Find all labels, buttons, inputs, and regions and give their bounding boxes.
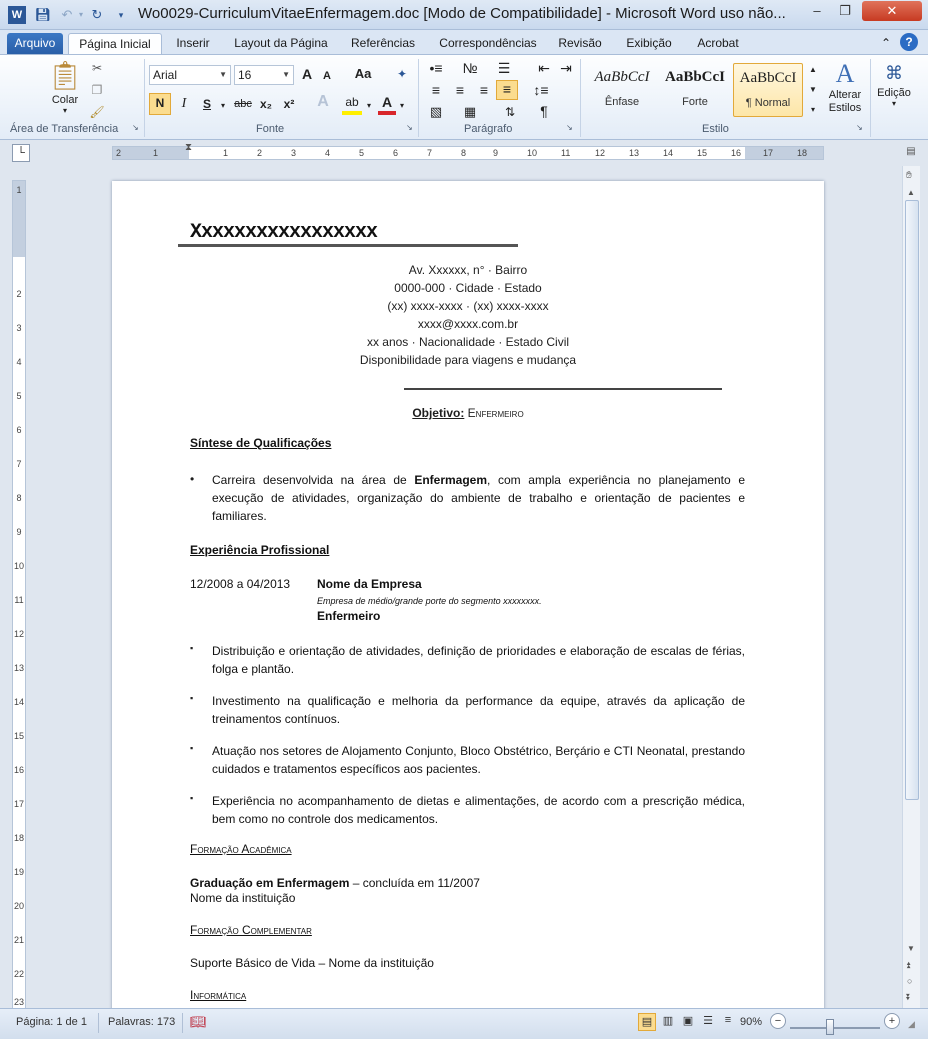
candidate-name: Xxxxxxxxxxxxxxxxx — [190, 221, 378, 244]
group-separator — [144, 59, 145, 137]
style-group-label: Estilo — [702, 123, 729, 135]
text-effects-icon[interactable]: A — [317, 93, 329, 110]
group-separator — [580, 59, 581, 137]
dialog-launcher-icon[interactable]: ↘ — [856, 123, 863, 132]
ruler-number: 14 — [663, 148, 674, 158]
zoom-slider-track[interactable] — [790, 1027, 880, 1029]
ruler-number: 3 — [16, 323, 22, 333]
copy-icon[interactable]: ❐ — [91, 83, 103, 97]
format-painter-icon[interactable]: 🖌︎ — [89, 105, 105, 119]
font-size-combo[interactable] — [234, 65, 294, 85]
document-page[interactable] — [112, 181, 824, 1008]
multilevel-list-icon[interactable]: ☰ — [497, 60, 511, 76]
ruler-number: 1 — [223, 148, 229, 158]
address-line: 0000-000 · Cidade · Estado — [394, 281, 542, 295]
synthesis-bold: Enfermagem — [414, 473, 488, 487]
style-name: Ênfase — [604, 96, 640, 108]
full-screen-reading-icon[interactable]: ▥ — [662, 1015, 674, 1027]
decrease-indent-icon[interactable]: ⇤ — [538, 60, 550, 76]
customize-icon[interactable]: ▾ — [118, 10, 124, 20]
justify-button[interactable]: ≡ — [496, 80, 518, 100]
ruler-number: 2 — [257, 148, 263, 158]
ruler-number: 14 — [13, 697, 24, 707]
style-sample: AaBbCcI — [594, 69, 650, 85]
dialog-launcher-icon[interactable]: ↘ — [406, 123, 413, 132]
ruler-number: 7 — [427, 148, 433, 158]
tab-acrobat[interactable]: Acrobat — [697, 36, 739, 50]
tab-arquivo[interactable]: Arquivo — [7, 33, 63, 54]
ruler-number: 17 — [13, 799, 24, 809]
bold-button[interactable]: N — [149, 93, 171, 115]
editing-button[interactable] — [874, 59, 914, 119]
address-line: xx anos · Nacionalidade · Estado Civil — [366, 335, 570, 349]
vertical-scrollbar[interactable] — [902, 166, 920, 1008]
address-line: xxxx@xxxx.com.br — [417, 317, 519, 331]
ruler-number: 6 — [16, 425, 22, 435]
bullet-icon: ▪ — [190, 793, 194, 803]
sort-icon[interactable]: ⇅ — [504, 105, 516, 119]
ruler-number: 16 — [731, 148, 742, 158]
ruler-number: 10 — [13, 561, 24, 571]
experience-heading: Experiência Profissional — [190, 543, 330, 557]
redo-icon[interactable]: ↻ — [91, 7, 103, 22]
change-case-icon[interactable]: Aa — [354, 66, 372, 81]
numbering-icon[interactable]: № — [462, 60, 478, 76]
ruler-number: 6 — [393, 148, 399, 158]
ruler-number: 4 — [325, 148, 331, 158]
minimize-ribbon-icon[interactable]: ⌃ — [880, 36, 892, 50]
tab-revisao[interactable]: Revisão — [558, 36, 602, 50]
academic-heading: Formação Acadêmica — [190, 842, 292, 856]
status-separator — [182, 1013, 183, 1033]
ruler-number: 22 — [13, 969, 24, 979]
strikethrough-button[interactable]: abc — [234, 98, 252, 110]
name-underline — [178, 244, 518, 247]
horizontal-ruler[interactable] — [112, 142, 824, 160]
borders-icon[interactable]: ▦ — [463, 104, 477, 119]
ruler-number: 7 — [16, 459, 22, 469]
help-icon[interactable]: ? — [900, 33, 918, 51]
paste-button[interactable] — [46, 59, 84, 117]
ruler-row — [0, 140, 928, 166]
pan-hand-icon[interactable]: ✋︎ — [906, 170, 912, 181]
company-description: Empresa de médio/grande porte do segmento xxxxxxxx. — [317, 596, 542, 606]
ruler-number: 8 — [16, 493, 22, 503]
subscript-button[interactable]: x₂ — [259, 97, 272, 111]
experience-bullet: Distribuição e orientação de atividades, definição de prioridades e elaboração de escalas de férias, folga e plantão. — [212, 644, 745, 676]
ruler-margin-left — [113, 147, 189, 159]
group-separator — [870, 59, 871, 137]
group-separator — [418, 59, 419, 137]
ruler-number: 1 — [153, 148, 159, 158]
font-family-combo[interactable] — [149, 65, 231, 85]
ruler-number: 10 — [527, 148, 538, 158]
bullets-icon[interactable]: •≡ — [429, 60, 443, 76]
shading-icon[interactable]: ▧ — [429, 104, 443, 119]
style-name: Forte — [682, 96, 708, 108]
tab-layout-da-pagina[interactable]: Layout da Página — [234, 36, 328, 50]
ruler-number: 13 — [13, 663, 24, 673]
ruler-number: 5 — [359, 148, 365, 158]
ruler-number: 15 — [697, 148, 708, 158]
scroll-up-icon[interactable]: ▲ — [907, 188, 915, 197]
ruler-number: 9 — [16, 527, 22, 537]
dialog-launcher-icon[interactable]: ↘ — [566, 123, 573, 132]
outline-icon[interactable]: ☰ — [703, 1015, 713, 1027]
style-sample: AaBbCcI — [739, 70, 797, 86]
line-spacing-icon[interactable]: ↕≡ — [533, 82, 549, 98]
style-normal[interactable] — [733, 63, 803, 117]
chevron-down-icon: ▼ — [282, 70, 290, 79]
zoom-slider-thumb[interactable] — [826, 1019, 834, 1035]
close-button[interactable]: ✕ — [862, 1, 922, 21]
web-layout-icon[interactable]: ▣ — [682, 1015, 694, 1027]
divider-line — [404, 388, 722, 390]
ribbon — [0, 54, 928, 140]
ruler-number: 11 — [14, 595, 24, 605]
address-line: (xx) xxxx-xxxx · (xx) xxxx-xxxx — [387, 299, 549, 313]
experience-bullet: Experiência no acompanhamento de dietas e alimentações, de acordo com a prescrição médica, bem como no controle dos medicamentos. — [212, 794, 745, 826]
ruler-number: 18 — [797, 148, 808, 158]
academic-institution: Nome da instituição — [190, 891, 296, 905]
synthesis-paragraph — [212, 471, 745, 525]
ruler-number: 11 — [561, 148, 571, 158]
align-left-icon[interactable]: ≡ — [431, 82, 441, 98]
word-app-icon[interactable]: W — [8, 6, 26, 24]
academic-degree: Graduação em Enfermagem — [190, 876, 350, 890]
style-forte[interactable] — [660, 63, 730, 117]
style-enfase[interactable] — [587, 63, 657, 117]
ruler-number: 21 — [13, 935, 24, 945]
change-styles-button[interactable] — [824, 59, 866, 121]
ruler-number: 19 — [13, 867, 24, 877]
tab-referencias[interactable]: Referências — [350, 36, 416, 50]
style-sample: AaBbCcI — [664, 69, 725, 85]
next-page-icon[interactable]: ⏬︎ — [906, 992, 911, 1002]
document-area[interactable] — [28, 166, 902, 1008]
draft-icon[interactable]: ≡ — [724, 1014, 732, 1026]
styles-scroll-down-icon[interactable]: ▼ — [809, 85, 817, 94]
ruler-number: 5 — [16, 391, 22, 401]
previous-page-icon[interactable]: ⏫︎ — [906, 960, 911, 970]
ruler-number: 12 — [13, 629, 24, 639]
align-center-icon[interactable]: ≡ — [455, 82, 465, 98]
ruler-number: 17 — [763, 148, 774, 158]
styles-more-icon[interactable]: ▾ — [810, 105, 815, 114]
italic-button[interactable]: I — [181, 96, 187, 111]
ruler-number: 23 — [13, 997, 24, 1007]
academic-degree-line — [190, 876, 480, 890]
scroll-down-icon[interactable]: ▼ — [907, 944, 915, 953]
chevron-down-icon: ▾ — [891, 99, 896, 108]
paste-label: Colar — [51, 94, 79, 106]
chevron-down-icon: ▾ — [62, 106, 67, 115]
indent-marker-icon[interactable]: ⧗ — [185, 142, 193, 153]
word-count[interactable]: Palavras: 173 — [108, 1016, 176, 1028]
ruler-number: 8 — [461, 148, 467, 158]
experience-bullet: Atuação nos setores de Alojamento Conjunto, Bloco Obstétrico, Berçário e CTI Neonatal, prestando cuidados e tratamentos específicos aos pacientes. — [212, 744, 745, 776]
resize-grip-icon[interactable]: ◢ — [908, 1019, 915, 1029]
tab-pagina-inicial[interactable]: Página Inicial — [68, 33, 162, 54]
paragraph-group-label: Parágrafo — [464, 123, 513, 135]
undo-dropdown-icon[interactable]: ▾ — [78, 10, 83, 19]
address-line: Av. Xxxxxx, n° · Bairro — [408, 263, 528, 277]
ruler-number: 15 — [13, 731, 24, 741]
proofing-icon[interactable]: 📖︎ — [190, 1014, 207, 1029]
synthesis-text: Carreira desenvolvida na área de — [212, 473, 415, 487]
bullet-icon: ▪ — [190, 743, 194, 753]
dialog-launcher-icon[interactable]: ↘ — [132, 123, 139, 132]
undo-icon[interactable]: ↶ — [61, 7, 73, 22]
style-name: ¶ Normal — [745, 97, 791, 109]
font-family-value: Arial — [153, 68, 178, 82]
ruler-number: 18 — [13, 833, 24, 843]
ruler-number: 12 — [595, 148, 606, 158]
clipboard-group-label: Área de Transferência — [10, 123, 119, 135]
complementary-heading: Formação Complementar — [190, 923, 312, 937]
objective-line — [112, 406, 824, 420]
bullet-icon: • — [190, 472, 195, 486]
underline-button[interactable]: S — [202, 97, 211, 111]
cut-icon[interactable]: ✂ — [91, 61, 103, 75]
window-title: Wo0029-CurriculumVitaeEnfermagem.doc [Modo de Compatibilidade] - Microsoft Word uso não... — [138, 5, 786, 22]
chevron-down-icon: ▼ — [219, 70, 227, 79]
highlight-icon[interactable]: ab — [342, 93, 362, 115]
tab-selector[interactable]: └ — [12, 144, 30, 162]
increase-indent-icon[interactable]: ⇥ — [560, 60, 572, 76]
zoom-out-icon[interactable]: − — [770, 1013, 786, 1029]
shrink-font-icon[interactable]: A — [323, 70, 331, 82]
experience-bullet: Investimento na qualificação e melhoria da performance da equipe, através da aplicação de treinamentos contínuos. — [212, 694, 745, 726]
page-count[interactable]: Página: 1 de 1 — [16, 1016, 87, 1028]
font-group-label: Fonte — [256, 123, 285, 135]
zoom-level[interactable]: 90% — [740, 1016, 763, 1028]
editing-label: Edição — [877, 87, 911, 99]
objective-value: Enfermeiro — [467, 406, 524, 420]
change-styles-icon: A — [835, 59, 855, 88]
ruler-number: 2 — [16, 289, 22, 299]
academic-completion: – concluída em 11/2007 — [349, 876, 480, 890]
superscript-button[interactable]: x² — [283, 97, 295, 111]
ruler-number: 13 — [629, 148, 640, 158]
chevron-down-icon[interactable]: ▾ — [399, 101, 404, 110]
scrollbar-thumb[interactable] — [905, 200, 919, 800]
view-ruler-icon[interactable]: ▤ — [906, 146, 916, 157]
company-name: Nome da Empresa — [317, 577, 422, 591]
status-bar — [0, 1008, 928, 1039]
ruler-number: 4 — [16, 357, 22, 367]
job-role: Enfermeiro — [317, 609, 381, 623]
chevron-down-icon[interactable]: ▾ — [366, 101, 371, 110]
tab-correspondencias[interactable]: Correspondências — [439, 36, 537, 50]
align-right-icon[interactable]: ≡ — [479, 82, 489, 98]
status-separator — [98, 1013, 99, 1033]
bullet-icon: ▪ — [190, 643, 194, 653]
objective-label: Objetivo: — [412, 406, 465, 420]
zoom-in-icon[interactable]: + — [884, 1013, 900, 1029]
experience-period: 12/2008 a 04/2013 — [190, 577, 291, 591]
address-line: Disponibilidade para viagens e mudança — [359, 353, 577, 367]
vertical-ruler[interactable] — [12, 180, 26, 1010]
ruler-number: 1 — [16, 185, 22, 195]
font-size-value: 16 — [238, 68, 252, 82]
browse-object-icon[interactable]: ○ — [907, 976, 913, 986]
informatics-heading: Informática — [190, 988, 247, 1002]
address-block — [112, 261, 824, 369]
tab-exibicao[interactable]: Exibição — [626, 36, 672, 50]
ruler-margin-right — [745, 147, 823, 159]
complementary-item: Suporte Básico de Vida – Nome da instituição — [190, 956, 434, 970]
ruler-number: 9 — [493, 148, 499, 158]
minimize-button[interactable]: – — [813, 3, 821, 18]
ribbon-tabs — [0, 30, 928, 54]
title-bar — [0, 0, 928, 30]
bullet-icon: ▪ — [190, 693, 194, 703]
clear-formatting-icon[interactable]: ✦ — [396, 67, 408, 81]
ruler-number: 20 — [13, 901, 24, 911]
restore-button[interactable]: ❐ — [839, 3, 851, 18]
synthesis-text: , com ampla experiência no planejamento e execução de atividades, organização do ambiente de trabalho e orientação de pacientes e familiares. — [212, 473, 745, 523]
show-formatting-icon[interactable]: ¶ — [540, 103, 548, 119]
ruler-number: 3 — [291, 148, 297, 158]
ruler-number: 2 — [116, 148, 122, 158]
styles-scroll-up-icon[interactable]: ▲ — [809, 65, 817, 74]
chevron-down-icon[interactable]: ▾ — [220, 101, 225, 110]
binoculars-icon: ⌘ — [885, 63, 903, 83]
tab-inserir[interactable]: Inserir — [176, 36, 210, 50]
save-icon[interactable]: 💾︎ — [34, 7, 52, 22]
synthesis-heading: Síntese de Qualificações — [190, 436, 332, 450]
clipboard-icon: 📋︎ — [47, 60, 83, 91]
print-layout-icon[interactable]: ▤ — [638, 1013, 656, 1031]
grow-font-icon[interactable]: A — [301, 66, 313, 82]
font-color-icon[interactable]: A — [378, 93, 396, 115]
ruler-number: 16 — [13, 765, 24, 775]
change-styles-label: Alterar Estilos — [828, 89, 862, 114]
